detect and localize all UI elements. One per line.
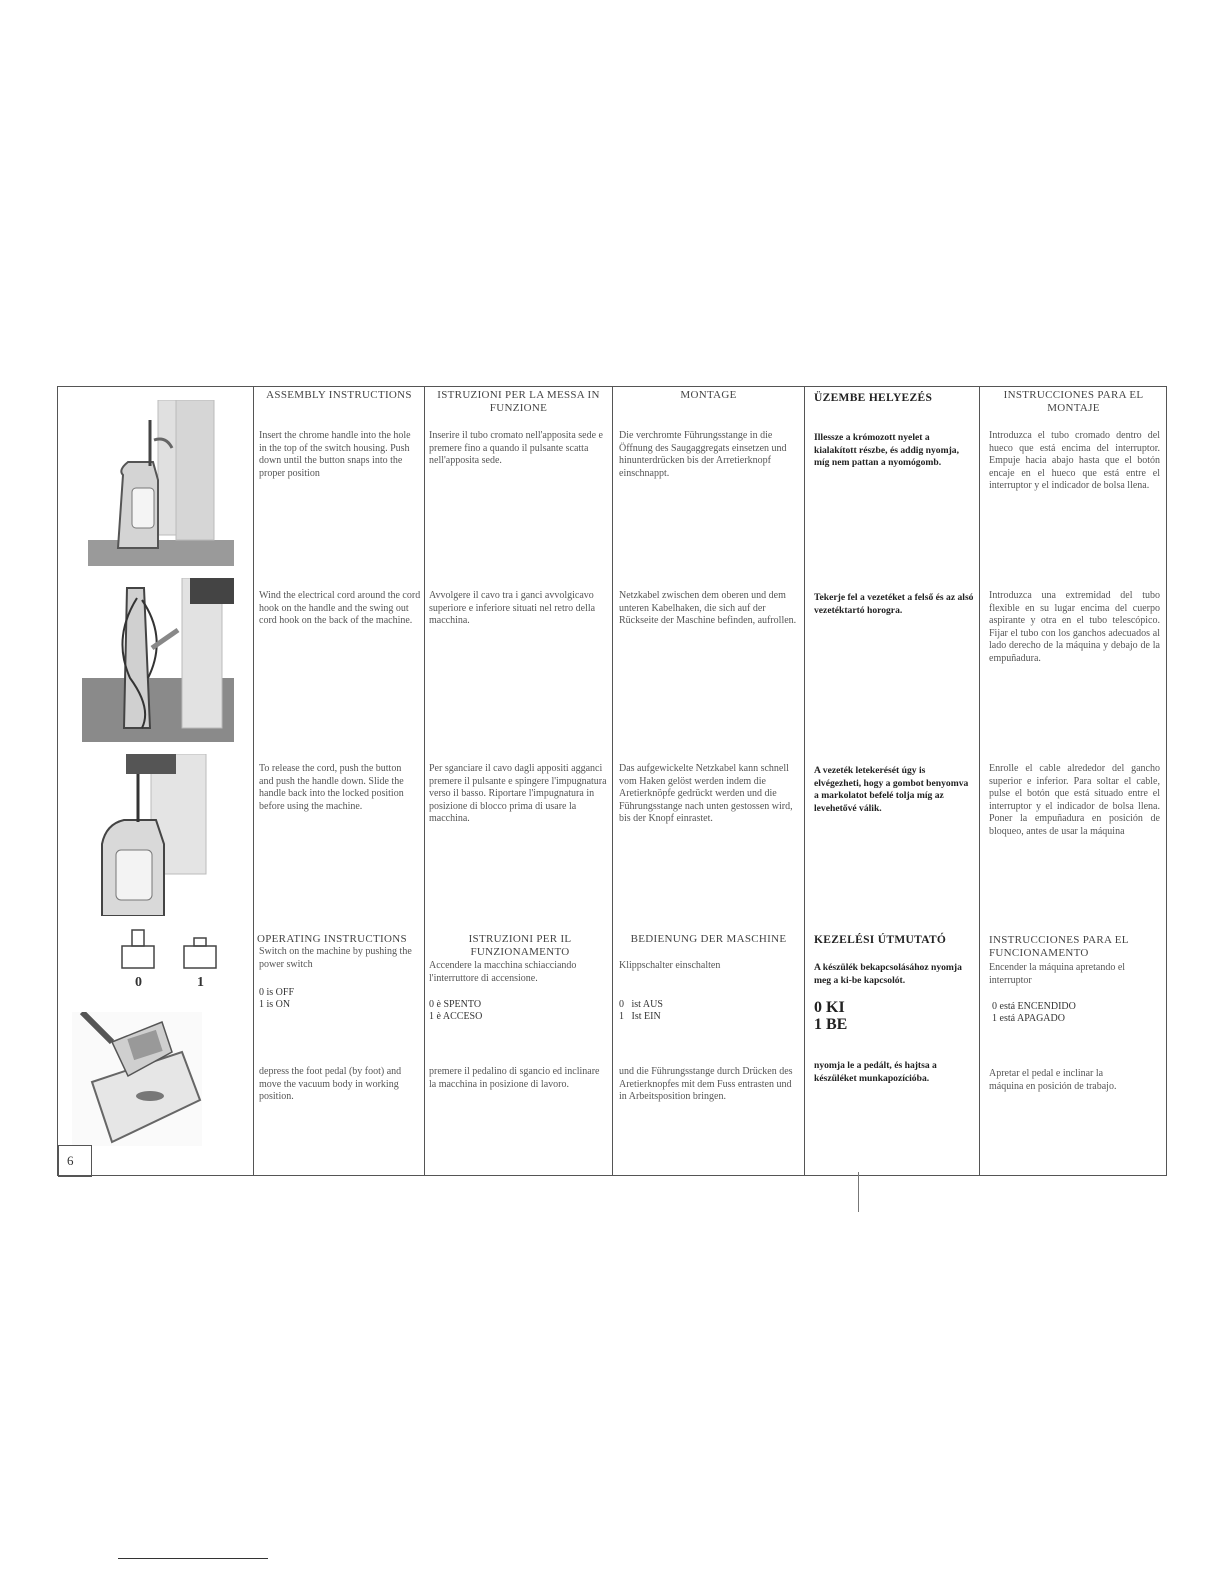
it-pedal-text: premere il pedalino di sgancio ed inclinare la macchina in posizione di lavoro.: [429, 1066, 600, 1090]
cord-release-photo: [96, 754, 208, 916]
en-operating-text: Switch on the machine by pushing the power switch: [259, 946, 412, 970]
en-pedal-text: depress the foot pedal (by foot) and move the vacuum body in working position.: [259, 1066, 402, 1102]
it-step3-text: Per sganciare il cavo dagli appositi agganci premere il pulsante e spingere l'impugnatura verso il basso. Riportare l'impugnatura in posizione di blocco prima di usare la macchina.: [429, 763, 607, 824]
column-divider: [253, 386, 254, 1176]
hu-step2-text: Tekerje fel a vezetéket a felső és az alsó vezetéktartó horogra.: [814, 592, 974, 616]
es-step2-text: Introduzca una extremidad del tubo flexible en su lugar encima del cuerpo aspirante y otra en el tubo telescópico. Fijar el tubo con los ganchos adecuados al lado derecho de la máquina y debajo de la empuñadura.: [989, 590, 1160, 664]
de-pedal-text: und die Führungsstange durch Drücken des Aretierknopfes mit dem Fuss entrasten und in Arbeitsposition bringen.: [619, 1066, 793, 1102]
hu-off-text: 0 KI: [814, 999, 845, 1016]
es-pedal-text: Apretar el pedal e inclinar la máquina en posición de trabajo.: [989, 1068, 1117, 1092]
en-operating-header: OPERATING INSTRUCTIONS: [257, 933, 407, 945]
de-assembly-header: MONTAGE: [680, 389, 737, 401]
hu-operating-text: A készülék bekapcsolásához nyomja meg a ki-be kapcsolót.: [814, 962, 962, 986]
it-off-text: 0 è SPENTO: [429, 999, 482, 1010]
handle-assembly-photo: [88, 400, 234, 566]
en-step1-text: Insert the chrome handle into the hole in the top of the switch housing. Push down until the button snaps into the proper position: [259, 430, 411, 479]
en-on-text: 1 is ON: [259, 999, 291, 1010]
es-operating-header: INSTRUCCIONES PARA EL FUNCIONAMENTO: [989, 934, 1129, 959]
de-step3-text: Das aufgewickelte Netzkabel kann schnell vom Haken gelöst werden indem die Aretierknöpfe gedrückt werden und die Führungsstange nach unten gestossen wird, bis der Knopf einrastet.: [619, 763, 793, 824]
es-step1-text: Introduzca el tubo cromado dentro del hueco que está encima del interruptor. Empuje hacia abajo hasta que el botón encaje en el hueco que está entre el interruptor y el indicador de bolsa llena.: [989, 430, 1160, 491]
es-operating-text: Encender la máquina apretando el interruptor: [989, 962, 1126, 986]
hu-pedal-text: nyomja le a pedált, és hajtsa a készüléket munkapozícióba.: [814, 1060, 937, 1084]
en-assembly-header: ASSEMBLY INSTRUCTIONS: [266, 389, 412, 401]
switch-off-label: 0: [135, 975, 142, 990]
it-step1-text: Inserire il tubo cromato nell'apposita sede e premere fino a quando il pulsante scatta nell'apposita sede.: [429, 430, 603, 466]
hu-assembly-header: ÜZEMBE HELYEZÉS: [814, 392, 933, 404]
de-step2-text: Netzkabel zwischen dem oberen und dem unteren Kabelhaken, die sich auf der Rückseite der Maschine befinden, aufrollen.: [619, 590, 797, 626]
en-step2-text: Wind the electrical cord around the cord hook on the handle and the swing out cord hook on the back of the machine.: [259, 590, 421, 626]
de-off-text: 0 ist AUS: [619, 999, 663, 1010]
de-on-text: 1 Ist EIN: [619, 1011, 661, 1022]
column-divider: [804, 386, 805, 1176]
it-on-text: 1 è ACCESO: [429, 1011, 483, 1022]
es-step3-text: Enrolle el cable alrededor del gancho superior e inferior. Para soltar el cable, pulse el botón que está situado entre el interruptor y el indicador de bolsa llena. Poner la empuñadura en posición de bloqueo, antes de usar la máquina: [989, 763, 1160, 837]
cord-wind-photo: [82, 578, 234, 742]
foot-pedal-photo: [72, 1012, 202, 1146]
de-step1-text: Die verchromte Führungsstange in die Öffnung des Saugaggregats einsetzen und hinunterdrücken bis der Arretierknopf einschnappt.: [619, 430, 787, 479]
de-operating-text: Klippschalter einschalten: [619, 960, 721, 971]
es-on-text: 1 está APAGADO: [992, 1013, 1065, 1024]
page-number: 6: [58, 1145, 92, 1177]
hu-operating-header: KEZELÉSI ÚTMUTATÓ: [814, 934, 947, 946]
en-off-text: 0 is OFF: [259, 987, 295, 998]
column-divider: [612, 386, 613, 1176]
it-operating-header: ISTRUZIONI PER IL FUNZIONAMENTO: [468, 933, 572, 958]
switch-off-icon: [118, 928, 158, 970]
de-operating-header: BEDIENUNG DER MASCHINE: [630, 933, 787, 945]
column-divider: [424, 386, 425, 1176]
it-step2-text: Avvolgere il cavo tra i ganci avvolgicavo superiore e inferiore situati nel retro della macchina.: [429, 590, 596, 626]
es-assembly-header: INSTRUCCIONES PARA EL MONTAJE: [1003, 389, 1144, 414]
it-operating-text: Accendere la macchina schiacciando l'interruttore di accensione.: [429, 960, 577, 984]
it-assembly-header: ISTRUZIONI PER LA MESSA IN FUNZIONE: [437, 389, 600, 414]
switch-on-icon: [180, 928, 220, 970]
switch-on-label: 1: [197, 975, 204, 990]
hu-step1-text: Illessze a krómozott nyelet a kialakított részbe, és addig nyomja, míg nem pattan a nyomógomb.: [814, 432, 959, 468]
column-divider: [979, 386, 980, 1176]
hu-on-text: 1 BE: [814, 1016, 848, 1033]
scan-mark: [858, 1172, 859, 1212]
hu-step3-text: A vezeték letekerését úgy is elvégezheti, hogy a gombot benyomva a markolatot befelé tolja míg az levehetővé válik.: [814, 765, 969, 814]
footnote-rule: [118, 1558, 268, 1559]
es-off-text: 0 está ENCENDIDO: [992, 1001, 1076, 1012]
en-step3-text: To release the cord, push the button and push the handle down. Slide the handle back into the locked position before using the machine.: [259, 763, 404, 812]
